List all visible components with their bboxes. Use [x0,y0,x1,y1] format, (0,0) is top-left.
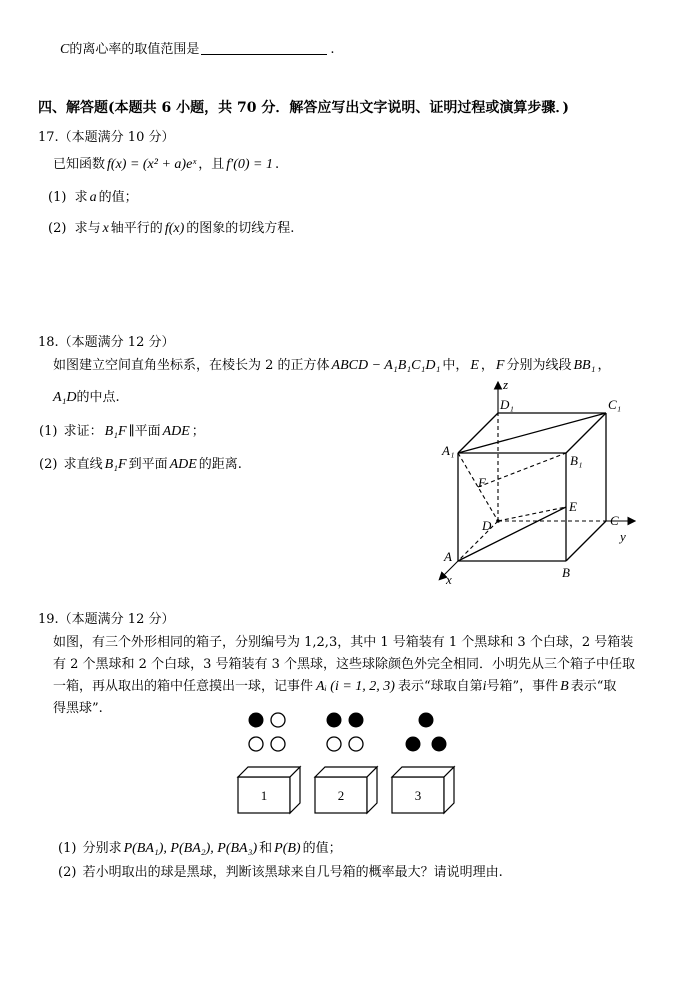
q17-part2-text: 求与 [74,221,101,236]
label-e: E [569,499,577,514]
q19-part1-text: 分别求 [82,841,122,856]
q19-part1-label: (1) [58,841,77,856]
box-3-number: 3 [414,788,422,803]
q17-header: 17.（本题满分 10 分） [38,130,175,145]
white-ball [327,737,341,751]
cube-figure [430,375,650,590]
label-f: F [478,475,486,490]
q18-part2-text: 求直线 [63,457,103,472]
q19-part1 [58,840,342,858]
q19-header: 19.（本题满分 12 分） [38,612,175,627]
q18-header: 18.（本题满分 12 分） [38,335,175,350]
q18-part2-label: (2) [39,457,58,472]
diagonal-a1-c1 [458,413,606,453]
q18-point-e: E [470,358,479,373]
q19-part2 [58,864,503,882]
q18-stem-text-2: 中， [442,358,469,373]
black-ball [406,737,420,751]
q17-var-a: a [89,190,97,205]
q19-part2-text: 若小明取出的球是黑球，判断该黑球来自几号箱的概率最大？请说明理由. [82,865,503,880]
q19-line3-text-2: 表示“球取自第 [397,679,483,694]
q19-prob-expr: P(BA₁), P(BA₂), P(BA₃) [123,841,258,856]
q17-part2-text-2: 轴平行的 [110,221,163,236]
section-title: 四、解答题(本题共 6 小题，共 70 分．解答应写出文字说明、证明过程或演算步骤．) [38,100,569,116]
q19-line1: 如图，有三个外形相同的箱子，分别编号为 1,2,3，其中 1 号箱装有 1 个黑球和 3 个白球，2 号箱装 [53,635,634,650]
q18-plane-ade-2: ADE [169,457,197,472]
q18-stem-line2 [53,389,120,407]
box-3 [392,767,454,813]
label-b1: B₁ [570,453,583,468]
q17-part1 [48,189,138,207]
q19-part1-text-2: 和 [259,841,273,856]
box3-balls [406,713,446,751]
black-ball [327,713,341,727]
q18-part2 [39,456,242,474]
q18-part1 [39,423,205,441]
q19-line3-text: 一箱，再从取出的箱中任意摸出一球，记事件 [53,679,314,694]
q19-event: Aᵢ (i = 1, 2, 3) [316,679,395,694]
label-c: C [610,513,619,528]
white-ball [271,713,285,727]
box-2 [315,767,377,813]
q18-seg-bb1: BB₁ [573,358,596,373]
q18-part1-text-2: ∥平面 [128,424,161,439]
q18-cube: ABCD − A₁B₁C₁D₁ [331,358,441,373]
box-2-number: 2 [337,788,345,803]
q19-line2: 有 2 个黑球和 2 个白球，3 号箱装有 3 个黑球，这些球除颜色外完全相同．小明先从三个箱子中任取 [53,657,636,672]
black-ball [349,713,363,727]
q19-line3-text-3: 号箱”，事件 [486,679,559,694]
box2-balls [327,713,363,751]
q18-part2-text-2: 到平面 [128,457,168,472]
black-ball [249,713,263,727]
q19-part1-text-3: 的值； [302,841,342,856]
q17-var-x: x [102,221,109,236]
white-ball [271,737,285,751]
black-ball [432,737,446,751]
q17-stem-end: . [275,157,280,172]
white-ball [349,737,363,751]
q18-seg-a1d: A₁D [53,390,77,405]
fill-in-question [60,40,335,59]
box1-balls [249,713,285,751]
q17-condition: f′(0) = 1 [226,157,273,172]
q17-formula: f(x) = (x² + a)eˣ [107,157,197,172]
edge-c-b [566,521,606,561]
q17-part1-text: 求 [74,190,88,205]
q18-part2-text-3: 的距离. [198,457,242,472]
q18-part1-text: 求证： [63,424,103,439]
q18-part1-label: (1) [39,424,58,439]
curve-c: C [60,42,70,57]
q17-stem-text: 已知函数 [53,157,106,172]
q18-stem-text: 如图建立空间直角坐标系，在棱长为 2 的正方体 [53,358,330,373]
label-y: y [620,529,626,544]
q18-point-f: F [495,358,505,373]
q19-event-b: B [560,679,569,694]
q17-stem-text-2: ，且 [198,157,225,172]
q17-part2-label: (2) [48,221,67,236]
fill-in-end: . [330,42,335,57]
label-c1: C₁ [608,397,622,412]
black-ball [419,713,433,727]
label-d1: D₁ [500,397,514,412]
boxes-figure [230,705,470,820]
q18-plane-ade: ADE [162,424,190,439]
q18-line-b1f-2: B₁F [104,457,127,472]
label-x: x [446,572,452,587]
q17-part1-label: (1) [48,190,67,205]
q18-stem-text-3: 分别为线段 [506,358,572,373]
q17-part2-text-3: 的图象的切线方程. [186,221,295,236]
q19-line3 [53,678,616,696]
q18-stem-text-4: ， [597,358,611,373]
q19-line4: 得黑球”. [53,701,103,716]
white-ball [249,737,263,751]
q19-prob-b: P(B) [274,841,301,856]
fill-in-text: 的离心率的取值范围是 [69,42,200,57]
segment-f-b1 [478,453,566,487]
box-1-number: 1 [260,788,268,803]
q17-stem [53,156,279,174]
label-b: B [562,565,570,580]
q19-line3-text-4: 表示“取 [570,679,617,694]
label-a1: A₁ [442,443,455,458]
point-d-dot [496,519,500,523]
answer-blank [201,40,327,55]
edge-d-a [458,521,498,561]
q17-part1-text-2: 的值； [98,190,138,205]
segment-d-e [498,507,566,521]
segment-a-e [458,507,566,561]
q17-part2 [48,220,294,238]
q19-var-i: i [482,679,487,694]
q18-stem-line1 [53,357,611,375]
q19-part2-label: (2) [58,865,77,880]
q17-func: f(x) [164,221,185,236]
q18-comma: ， [480,358,494,373]
q18-part1-text-3: ； [191,424,205,439]
label-d: D [482,518,492,533]
box-1 [238,767,300,813]
q18-line-b1f: B₁F [104,424,127,439]
q18-stem-text-5: 的中点. [76,390,120,405]
label-a: A [444,549,452,564]
label-z: z [503,377,509,392]
